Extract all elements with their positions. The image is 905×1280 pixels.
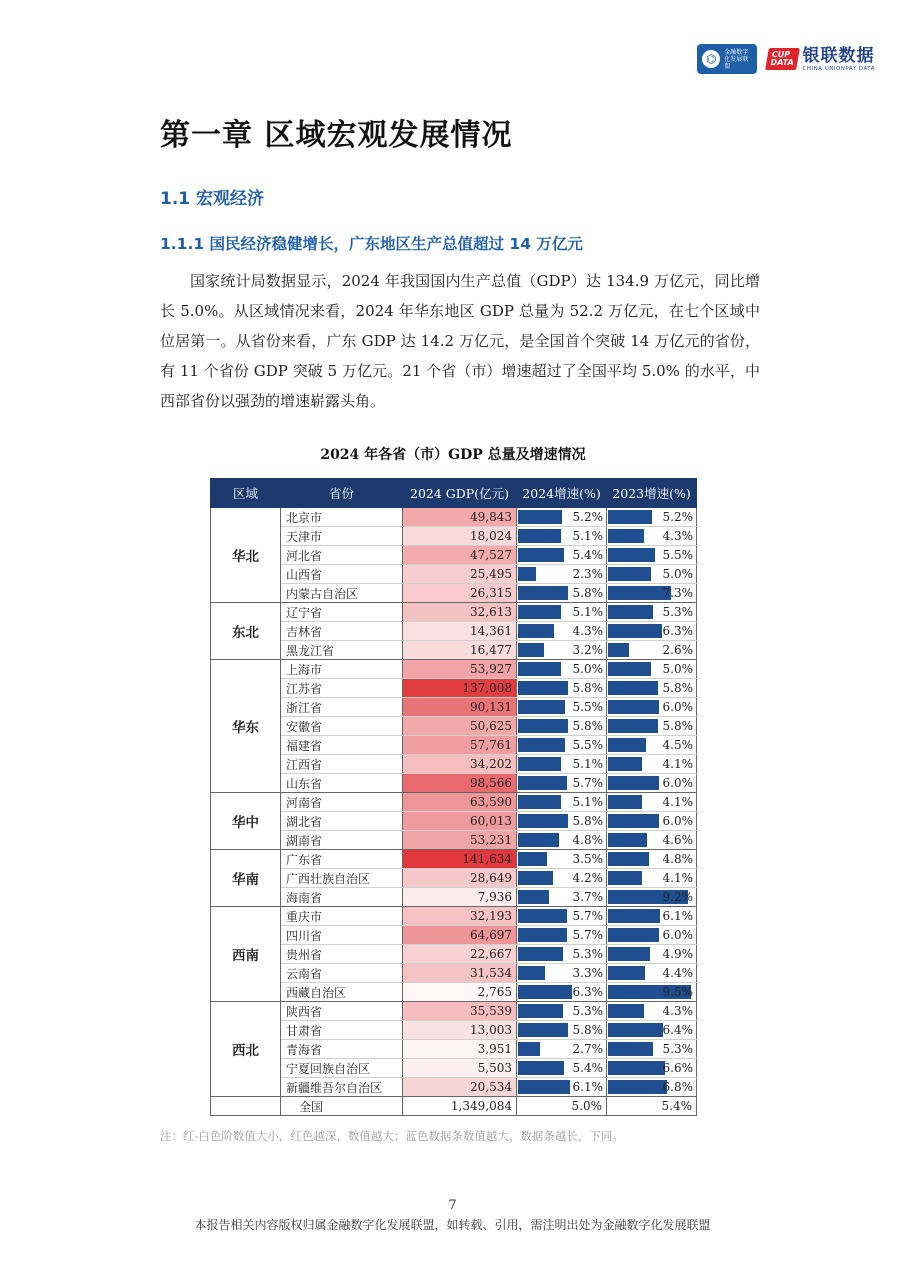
growth-2024-cell <box>517 907 607 926</box>
growth-2023-cell <box>607 622 697 641</box>
growth-2024-cell-value: 5.7% <box>572 928 603 942</box>
growth-2023-cell-value: 2.6% <box>662 643 693 657</box>
growth-2023-cell-value: 6.0% <box>662 700 693 714</box>
table-body <box>211 508 697 1116</box>
table-row <box>211 812 697 831</box>
growth-2023-cell-value: 6.0% <box>662 814 693 828</box>
cup-data-badge: CUP DATA <box>765 48 800 70</box>
table-row <box>211 1078 697 1097</box>
gdp-cell: 34,202 <box>403 755 517 774</box>
growth-2024-cell <box>517 736 607 755</box>
growth-2024-cell-value: 5.3% <box>572 1004 603 1018</box>
growth-2024-cell <box>517 774 607 793</box>
unionpay-data-name: 银联数据 <box>802 45 875 66</box>
table-row <box>211 850 697 869</box>
growth-2023-cell-value: 4.6% <box>662 833 693 847</box>
province-cell: 西藏自治区 <box>281 983 403 1002</box>
province-cell: 福建省 <box>281 736 403 755</box>
growth-2023-cell <box>607 983 697 1002</box>
table-row <box>211 945 697 964</box>
growth-2024-cell <box>517 850 607 869</box>
table-row <box>211 983 697 1002</box>
province-cell: 宁夏回族自治区 <box>281 1059 403 1078</box>
growth-2024-cell-value: 5.8% <box>572 719 603 733</box>
gdp-cell: 141,634 <box>403 850 517 869</box>
table-row <box>211 793 697 812</box>
gdp-cell: 63,590 <box>403 793 517 812</box>
gdp-cell: 49,843 <box>403 508 517 527</box>
table-row <box>211 831 697 850</box>
table-row <box>211 641 697 660</box>
growth-2024-cell-value: 2.7% <box>572 1042 603 1056</box>
page-number: 7 <box>448 1198 457 1213</box>
growth-2023-cell-value: 5.0% <box>662 662 693 676</box>
growth-2024-cell-value: 5.7% <box>572 776 603 790</box>
growth-2024-cell <box>517 983 607 1002</box>
growth-2024-cell-value: 5.5% <box>572 738 603 752</box>
province-cell: 青海省 <box>281 1040 403 1059</box>
growth-2024-cell <box>517 1021 607 1040</box>
table-row <box>211 964 697 983</box>
alliance-logo-text: 金融数字化发展联盟 <box>724 48 749 70</box>
province-cell: 广西壮族自治区 <box>281 869 403 888</box>
growth-2024-cell-value: 5.8% <box>572 586 603 600</box>
province-cell: 安徽省 <box>281 717 403 736</box>
growth-2024-cell <box>517 641 607 660</box>
province-cell: 内蒙古自治区 <box>281 584 403 603</box>
growth-2023-cell-value: 6.0% <box>662 776 693 790</box>
growth-2023-cell <box>607 926 697 945</box>
growth-2023-cell <box>607 888 697 907</box>
gdp-cell: 5,503 <box>403 1059 517 1078</box>
province-cell: 江西省 <box>281 755 403 774</box>
table-row <box>211 1021 697 1040</box>
growth-2024-cell-value: 4.8% <box>572 833 603 847</box>
growth-2023-cell <box>607 793 697 812</box>
total-gdp-cell: 1,349,084 <box>403 1097 517 1116</box>
growth-2024-cell <box>517 964 607 983</box>
growth-2023-cell-value: 5.3% <box>662 1042 693 1056</box>
province-cell: 云南省 <box>281 964 403 983</box>
growth-2023-cell-value: 5.0% <box>662 567 693 581</box>
growth-2023-cell <box>607 717 697 736</box>
total-region-cell <box>211 1097 281 1116</box>
growth-2024-cell-value: 5.8% <box>572 814 603 828</box>
growth-2023-cell <box>607 869 697 888</box>
province-cell: 甘肃省 <box>281 1021 403 1040</box>
gdp-cell: 53,231 <box>403 831 517 850</box>
table-row <box>211 869 697 888</box>
growth-2024-cell-value: 5.4% <box>572 548 603 562</box>
growth-2024-cell <box>517 546 607 565</box>
province-cell: 山东省 <box>281 774 403 793</box>
growth-2023-cell <box>607 945 697 964</box>
table-row <box>211 1002 697 1021</box>
table-row <box>211 926 697 945</box>
growth-2024-cell-value: 5.8% <box>572 681 603 695</box>
growth-2023-cell <box>607 660 697 679</box>
gdp-cell: 14,361 <box>403 622 517 641</box>
gdp-cell: 16,477 <box>403 641 517 660</box>
province-cell: 山西省 <box>281 565 403 584</box>
growth-2023-cell <box>607 831 697 850</box>
gdp-cell: 28,649 <box>403 869 517 888</box>
growth-2023-cell <box>607 641 697 660</box>
table-row <box>211 736 697 755</box>
table-row <box>211 679 697 698</box>
region-cell: 华南 <box>211 850 281 907</box>
footer-copyright: 本报告相关内容版权归属金融数字化发展联盟，如转载、引用，需注明出处为金融数字化发展联盟 <box>194 1218 711 1232</box>
growth-2023-cell <box>607 1002 697 1021</box>
growth-2024-cell-value: 5.7% <box>572 909 603 923</box>
growth-2023-cell-value: 4.1% <box>662 795 693 809</box>
growth-2023-cell <box>607 1059 697 1078</box>
total-growth-2023-cell: 5.4% <box>607 1097 697 1116</box>
gdp-cell: 35,539 <box>403 1002 517 1021</box>
province-cell: 上海市 <box>281 660 403 679</box>
growth-2024-cell <box>517 1002 607 1021</box>
growth-2023-cell-value: 4.5% <box>662 738 693 752</box>
gdp-cell: 22,667 <box>403 945 517 964</box>
table-row <box>211 584 697 603</box>
gdp-cell: 3,951 <box>403 1040 517 1059</box>
province-cell: 贵州省 <box>281 945 403 964</box>
growth-2024-cell <box>517 603 607 622</box>
table-row <box>211 603 697 622</box>
growth-2023-cell-value: 6.8% <box>662 1080 693 1094</box>
table-header-row <box>211 479 697 508</box>
growth-2023-cell-value: 6.4% <box>662 1023 693 1037</box>
growth-2023-cell-value: 5.5% <box>662 548 693 562</box>
growth-2023-cell-value: 9.2% <box>662 890 693 904</box>
unionpay-data-subtitle: CHINA UNIONPAY DATA <box>802 65 875 72</box>
col-header-growth-2023: 2023增速(%) <box>607 479 697 508</box>
section-title: 1.1 宏观经济 <box>160 189 265 209</box>
table-row <box>211 755 697 774</box>
gdp-cell: 31,534 <box>403 964 517 983</box>
table-row <box>211 907 697 926</box>
growth-2024-cell-value: 3.3% <box>572 966 603 980</box>
growth-2023-cell-value: 6.0% <box>662 928 693 942</box>
gdp-cell: 57,761 <box>403 736 517 755</box>
province-cell: 北京市 <box>281 508 403 527</box>
gdp-cell: 32,613 <box>403 603 517 622</box>
growth-2023-cell <box>607 679 697 698</box>
growth-2024-cell-value: 3.2% <box>572 643 603 657</box>
growth-2023-cell-value: 6.6% <box>662 1061 693 1075</box>
col-header-growth-2024: 2024增速(%) <box>517 479 607 508</box>
gdp-cell: 137,008 <box>403 679 517 698</box>
gdp-cell: 7,936 <box>403 888 517 907</box>
growth-2024-cell <box>517 812 607 831</box>
growth-2024-cell <box>517 1059 607 1078</box>
growth-2024-cell <box>517 527 607 546</box>
growth-2024-cell <box>517 698 607 717</box>
region-cell: 西南 <box>211 907 281 1002</box>
province-cell: 陕西省 <box>281 1002 403 1021</box>
gdp-cell: 50,625 <box>403 717 517 736</box>
gdp-cell: 18,024 <box>403 527 517 546</box>
growth-2024-cell-value: 5.2% <box>572 510 603 524</box>
growth-2023-cell <box>607 698 697 717</box>
gdp-cell: 47,527 <box>403 546 517 565</box>
body-paragraph: 国家统计局数据显示，2024 年我国国内生产总值（GDP）达 134.9 万亿元，同比增长 5.0%。从区域情况来看，2024 年华东地区 GDP 总量为 52.2 万亿元，在七个区域中位居第一。从省份来看，广东 GDP 达 14.2 万亿元，是全国首个突破 14 万亿元的省份，有 11 个省份 GDP 突破 5 万亿元。21 个省（市）增速超过了全国平均 5.0% 的水平，中西部省份以强劲的增速崭露头角。 <box>160 272 760 410</box>
growth-2024-cell-value: 6.1% <box>572 1080 603 1094</box>
growth-2023-cell <box>607 736 697 755</box>
growth-2023-cell <box>607 546 697 565</box>
growth-2024-cell <box>517 869 607 888</box>
alliance-logo <box>697 44 757 74</box>
growth-2024-cell <box>517 755 607 774</box>
growth-2024-cell <box>517 926 607 945</box>
growth-2023-cell <box>607 907 697 926</box>
province-cell: 浙江省 <box>281 698 403 717</box>
growth-2023-cell <box>607 812 697 831</box>
region-cell: 西北 <box>211 1002 281 1097</box>
total-label-cell: 全国 <box>281 1097 403 1116</box>
growth-2023-cell-value: 4.4% <box>662 966 693 980</box>
province-cell: 辽宁省 <box>281 603 403 622</box>
region-cell: 华东 <box>211 660 281 793</box>
growth-2023-cell <box>607 1040 697 1059</box>
unionpay-data-logo <box>767 47 875 72</box>
growth-2023-cell <box>607 565 697 584</box>
growth-2023-cell-value: 6.1% <box>662 909 693 923</box>
gdp-cell: 13,003 <box>403 1021 517 1040</box>
gdp-cell: 53,927 <box>403 660 517 679</box>
growth-2024-cell-value: 4.2% <box>572 871 603 885</box>
growth-2024-cell-value: 5.5% <box>572 700 603 714</box>
table-row <box>211 508 697 527</box>
growth-2023-cell <box>607 964 697 983</box>
growth-2024-cell-value: 6.3% <box>572 985 603 999</box>
gdp-cell: 2,765 <box>403 983 517 1002</box>
gdp-cell: 90,131 <box>403 698 517 717</box>
growth-2024-cell <box>517 831 607 850</box>
total-growth-2024-cell: 5.0% <box>517 1097 607 1116</box>
growth-2024-cell-value: 5.8% <box>572 1023 603 1037</box>
growth-2024-cell-value: 5.0% <box>572 662 603 676</box>
province-cell: 河南省 <box>281 793 403 812</box>
growth-2023-cell <box>607 584 697 603</box>
table-row <box>211 565 697 584</box>
growth-2023-cell <box>607 508 697 527</box>
growth-2023-cell-value: 7.3% <box>662 586 693 600</box>
table-row <box>211 698 697 717</box>
region-cell: 华中 <box>211 793 281 850</box>
region-cell: 东北 <box>211 603 281 660</box>
growth-2024-cell-value: 5.1% <box>572 757 603 771</box>
growth-2023-cell-value: 4.8% <box>662 852 693 866</box>
province-cell: 海南省 <box>281 888 403 907</box>
table-row <box>211 717 697 736</box>
table-row <box>211 546 697 565</box>
gdp-cell: 26,315 <box>403 584 517 603</box>
growth-2023-cell-value: 5.3% <box>662 605 693 619</box>
col-header-gdp: 2024 GDP(亿元) <box>403 479 517 508</box>
growth-2024-cell <box>517 888 607 907</box>
growth-2024-cell <box>517 584 607 603</box>
growth-2023-cell <box>607 603 697 622</box>
gdp-cell: 20,534 <box>403 1078 517 1097</box>
table-row <box>211 527 697 546</box>
table-row <box>211 774 697 793</box>
growth-2024-cell <box>517 793 607 812</box>
growth-2024-cell-value: 3.5% <box>572 852 603 866</box>
growth-2024-cell <box>517 660 607 679</box>
growth-2024-cell <box>517 945 607 964</box>
growth-2023-cell-value: 5.2% <box>662 510 693 524</box>
table-row <box>211 888 697 907</box>
table-title: 2024 年各省（市）GDP 总量及增速情况 <box>320 447 586 463</box>
growth-2024-cell <box>517 679 607 698</box>
growth-2023-cell <box>607 1078 697 1097</box>
gdp-table <box>210 478 697 1116</box>
growth-2024-cell-value: 5.1% <box>572 529 603 543</box>
subsection-title: 1.1.1 国民经济稳健增长，广东地区生产总值超过 14 万亿元 <box>160 235 583 253</box>
growth-2023-cell-value: 4.9% <box>662 947 693 961</box>
growth-2023-cell <box>607 850 697 869</box>
growth-2023-cell-value: 5.8% <box>662 681 693 695</box>
growth-2023-cell-value: 9.5% <box>662 985 693 999</box>
growth-2024-cell <box>517 1040 607 1059</box>
gdp-cell: 98,566 <box>403 774 517 793</box>
growth-2023-cell <box>607 755 697 774</box>
province-cell: 河北省 <box>281 546 403 565</box>
growth-2023-cell-value: 4.3% <box>662 529 693 543</box>
growth-2024-cell-value: 5.1% <box>572 795 603 809</box>
province-cell: 江苏省 <box>281 679 403 698</box>
region-cell: 华北 <box>211 508 281 603</box>
alliance-logo-icon: ⌬ <box>702 50 720 68</box>
province-cell: 重庆市 <box>281 907 403 926</box>
col-header-region: 区域 <box>211 479 281 508</box>
gdp-cell: 64,697 <box>403 926 517 945</box>
province-cell: 新疆维吾尔自治区 <box>281 1078 403 1097</box>
growth-2024-cell-value: 5.4% <box>572 1061 603 1075</box>
province-cell: 天津市 <box>281 527 403 546</box>
province-cell: 湖北省 <box>281 812 403 831</box>
table-row <box>211 660 697 679</box>
growth-2024-cell <box>517 565 607 584</box>
growth-2024-cell <box>517 622 607 641</box>
growth-2024-cell-value: 5.1% <box>572 605 603 619</box>
province-cell: 湖南省 <box>281 831 403 850</box>
growth-2023-cell-value: 4.1% <box>662 871 693 885</box>
table-row <box>211 622 697 641</box>
gdp-cell: 60,013 <box>403 812 517 831</box>
province-cell: 吉林省 <box>281 622 403 641</box>
growth-2023-cell <box>607 774 697 793</box>
table-row <box>211 1059 697 1078</box>
growth-2023-cell <box>607 1021 697 1040</box>
growth-2023-cell-value: 4.1% <box>662 757 693 771</box>
chapter-title: 第一章 区域宏观发展情况 <box>160 118 513 153</box>
gdp-cell: 32,193 <box>403 907 517 926</box>
growth-2024-cell-value: 3.7% <box>572 890 603 904</box>
gdp-cell: 25,495 <box>403 565 517 584</box>
table-row <box>211 1040 697 1059</box>
province-cell: 广东省 <box>281 850 403 869</box>
growth-2023-cell-value: 5.8% <box>662 719 693 733</box>
growth-2024-cell <box>517 508 607 527</box>
col-header-province: 省份 <box>281 479 403 508</box>
growth-2023-cell-value: 6.3% <box>662 624 693 638</box>
growth-2024-cell <box>517 717 607 736</box>
province-cell: 四川省 <box>281 926 403 945</box>
growth-2023-cell <box>607 527 697 546</box>
growth-2024-cell <box>517 1078 607 1097</box>
header-logos <box>697 44 875 74</box>
growth-2024-cell-value: 4.3% <box>572 624 603 638</box>
total-row <box>211 1097 697 1116</box>
table-note: 注：红-白色阶数值大小，红色越深，数值越大；蓝色数据条数值越大，数据条越长，下同。 <box>160 1129 624 1143</box>
growth-2024-cell-value: 2.3% <box>572 567 603 581</box>
growth-2023-cell-value: 4.3% <box>662 1004 693 1018</box>
province-cell: 黑龙江省 <box>281 641 403 660</box>
growth-2024-cell-value: 5.3% <box>572 947 603 961</box>
